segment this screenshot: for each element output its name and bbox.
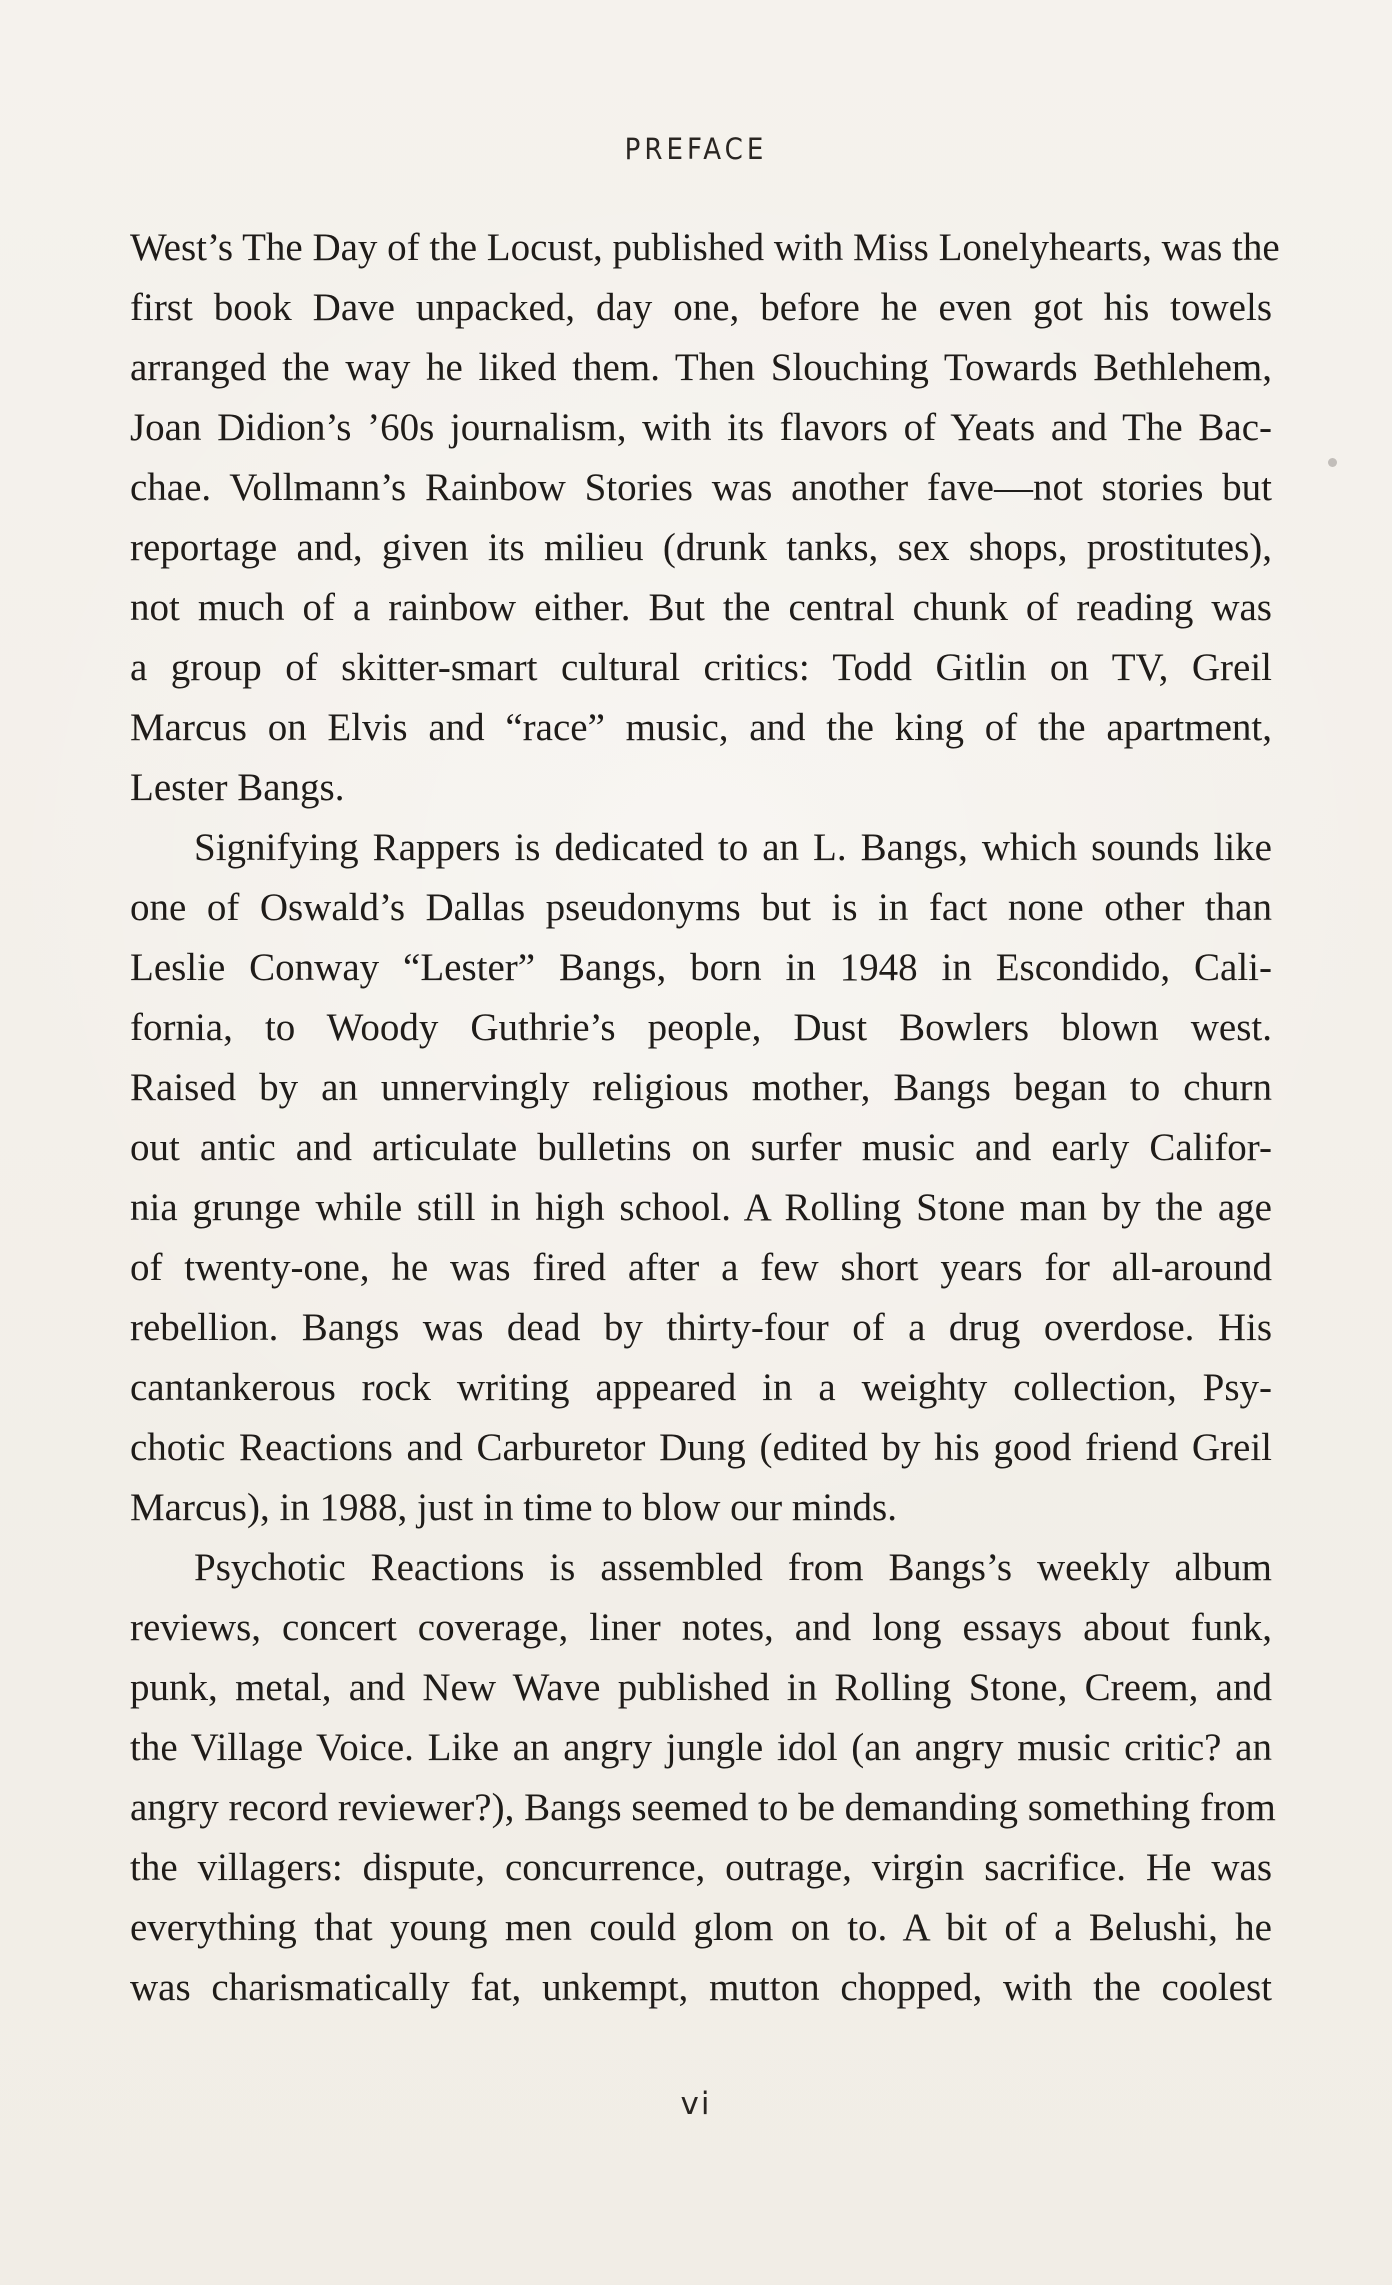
text-line: Raised by an unnervingly religious mother, Bangs began to churn (130, 1066, 1272, 1109)
text-line: Psychotic Reactions is assembled from Bangs’s weekly album (194, 1546, 1272, 1589)
text-line: chae. Vollmann’s Rainbow Stories was another fave—not stories but (130, 466, 1272, 509)
text-line: Marcus on Elvis and “race” music, and the king of the apartment, (130, 706, 1272, 749)
page-number: vi (680, 2086, 712, 2122)
text-line: Signifying Rappers is dedicated to an L. Bangs, which sounds like (194, 826, 1272, 869)
paper-speck (1328, 458, 1337, 467)
text-line: a group of skitter-smart cultural critics: Todd Gitlin on TV, Greil (130, 646, 1272, 689)
text-line: one of Oswald’s Dallas pseudonyms but is in fact none other than (130, 886, 1272, 929)
text-line: first book Dave unpacked, day one, before he even got his towels (130, 286, 1272, 329)
text-line: angry record reviewer?), Bangs seemed to be demanding something from (130, 1786, 1276, 1829)
text-line: arranged the way he liked them. Then Slouching Towards Bethlehem, (130, 346, 1272, 389)
text-line: of twenty-one, he was fired after a few short years for all-around (130, 1246, 1272, 1289)
text-line: West’s The Day of the Locust, published with Miss Lonelyhearts, was the (130, 226, 1280, 269)
text-line: Marcus), in 1988, just in time to blow our minds. (130, 1486, 897, 1529)
text-line: everything that young men could glom on to. A bit of a Belushi, he (130, 1906, 1272, 1949)
body-text (130, 218, 1280, 2018)
text-line: Lester Bangs. (130, 766, 345, 809)
text-line: rebellion. Bangs was dead by thirty-four of a drug overdose. His (130, 1306, 1272, 1349)
text-line: cantankerous rock writing appeared in a weighty collection, Psy- (130, 1366, 1272, 1409)
text-line: fornia, to Woody Guthrie’s people, Dust Bowlers blown west. (130, 1006, 1272, 1049)
text-line: the Village Voice. Like an angry jungle idol (an angry music critic? an (130, 1726, 1272, 1769)
text-line: not much of a rainbow either. But the central chunk of reading was (130, 586, 1272, 629)
text-line: reportage and, given its milieu (drunk tanks, sex shops, prostitutes), (130, 526, 1272, 569)
text-line: was charismatically fat, unkempt, mutton chopped, with the coolest (130, 1966, 1272, 2009)
running-head: PREFACE (624, 132, 768, 166)
text-line: Joan Didion’s ’60s journalism, with its flavors of Yeats and The Bac- (130, 406, 1272, 449)
text-line: the villagers: dispute, concurrence, outrage, virgin sacrifice. He was (130, 1846, 1272, 1889)
text-line: out antic and articulate bulletins on surfer music and early Califor- (130, 1126, 1272, 1169)
text-line: chotic Reactions and Carburetor Dung (edited by his good friend Greil (130, 1426, 1272, 1469)
text-line: Leslie Conway “Lester” Bangs, born in 1948 in Escondido, Cali- (130, 946, 1272, 989)
text-line: punk, metal, and New Wave published in Rolling Stone, Creem, and (130, 1666, 1272, 1709)
text-line: nia grunge while still in high school. A Rolling Stone man by the age (130, 1186, 1272, 1229)
text-line: reviews, concert coverage, liner notes, and long essays about funk, (130, 1606, 1272, 1649)
